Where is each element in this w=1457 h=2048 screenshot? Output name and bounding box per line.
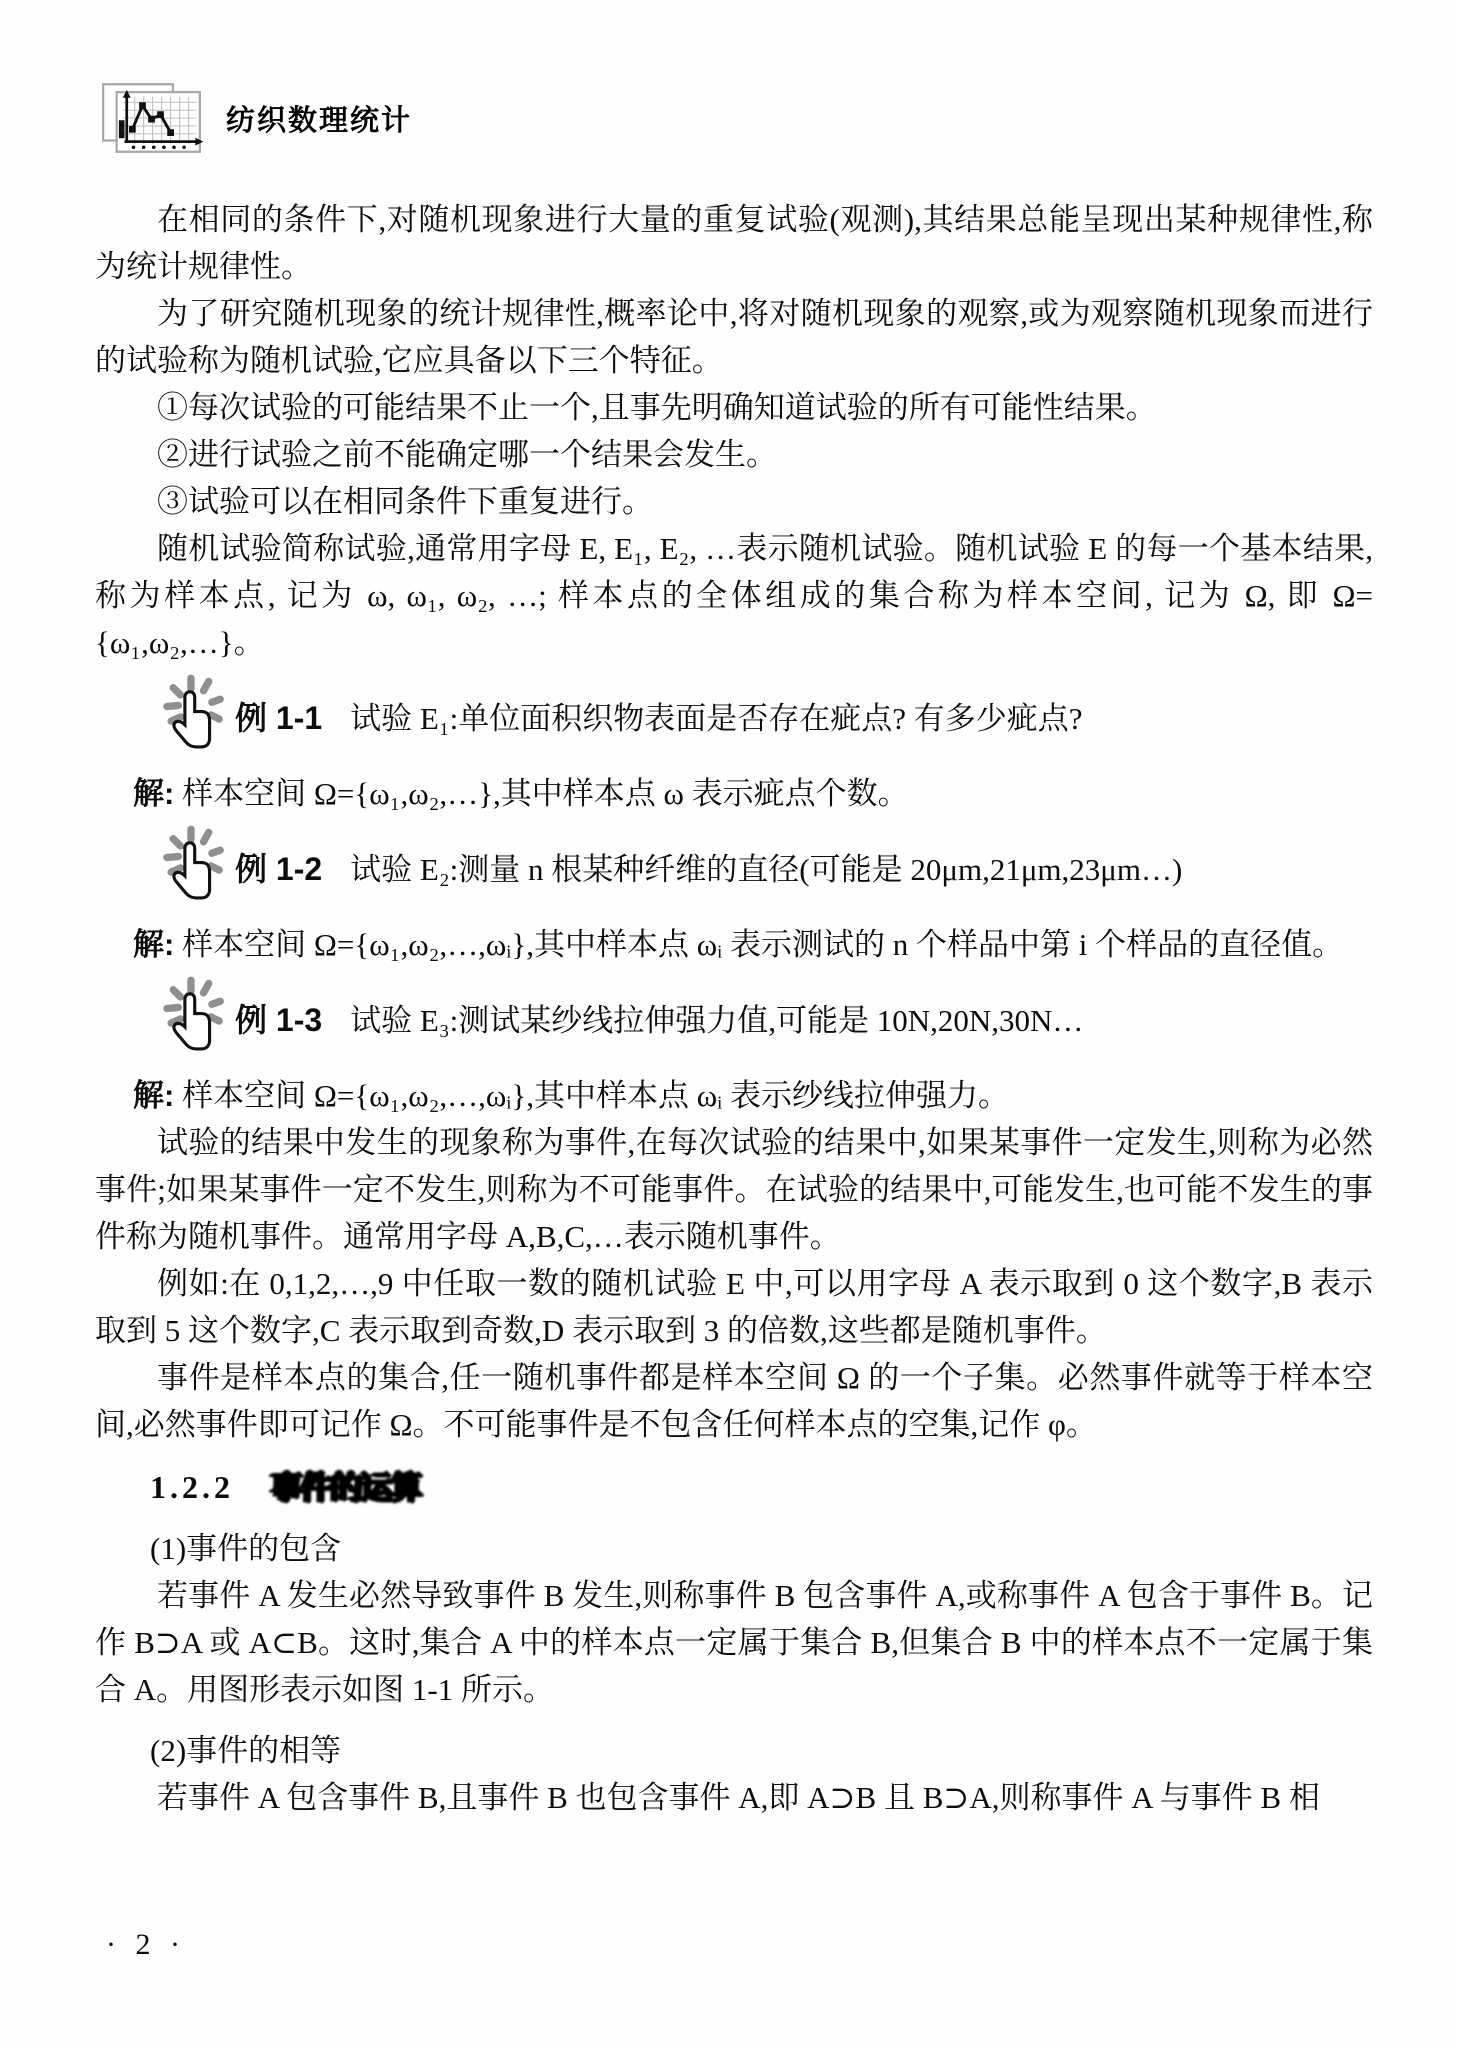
body-paragraph: 例如:在 0,1,2,…,9 中任取一数的随机试验 E 中,可以用字母 A 表示取到 0 这个数字,B 表示取到 5 这个数字,C 表示取到奇数,D 表示取到 3 的倍数,这些都是随机事件。 bbox=[95, 1266, 1373, 1348]
page-header bbox=[96, 82, 412, 154]
example-label: 例 1-1 bbox=[235, 699, 323, 736]
pointing-hand-icon bbox=[155, 672, 229, 764]
example-block bbox=[155, 972, 1373, 1068]
example-block bbox=[155, 670, 1373, 766]
solution-label: 解: bbox=[133, 927, 175, 962]
page-number: · 2 · bbox=[106, 1928, 186, 1961]
section-heading bbox=[150, 1464, 1373, 1511]
body-paragraph: 若事件 A 包含事件 B,且事件 B 也包含事件 A,即 A⊃B 且 B⊃A,则称事件 A 与事件 B 相 bbox=[157, 1780, 1320, 1815]
solution-paragraph bbox=[95, 770, 1373, 817]
solution-text: 样本空间 Ω={ω₁,ω₂,…,ωᵢ},其中样本点 ωᵢ 表示纱线拉伸强力。 bbox=[182, 1078, 1009, 1113]
feature-item: ③试验可以在相同条件下重复进行。 bbox=[157, 484, 653, 519]
subsection-heading: (1)事件的包含 bbox=[150, 1531, 342, 1566]
solution-text: 样本空间 Ω={ω₁,ω₂,…},其中样本点 ω 表示疵点个数。 bbox=[182, 776, 909, 811]
body-paragraph: 事件是样本点的集合,任一随机事件都是样本空间 Ω 的一个子集。必然事件就等于样本空间,必然事件即可记作 Ω。不可能事件是不包含任何样本点的空集,记作 φ。 bbox=[95, 1360, 1373, 1442]
body-paragraph: 若事件 A 发生必然导致事件 B 发生,则称事件 B 包含事件 A,或称事件 A 包含于事件 B。记作 B⊃A 或 A⊂B。这时,集合 A 中的样本点一定属于集合 B,但集合 B 中的样本点不一定属于集合 A。用图形表示如图 1-1 所示。 bbox=[95, 1578, 1373, 1707]
example-text: 试验 E₃:测试某纱线拉伸强力值,可能是 10N,20N,30N… bbox=[350, 1002, 1084, 1038]
body-paragraph: 试验的结果中发生的现象称为事件,在每次试验的结果中,如果某事件一定发生,则称为必然事件;如果某事件一定不发生,则称为不可能事件。在试验的结果中,可能发生,也可能不发生的事件称为随机事件。通常用字母 A,B,C,…表示随机事件。 bbox=[95, 1125, 1373, 1254]
subsection-heading: (2)事件的相等 bbox=[150, 1733, 342, 1768]
page-content bbox=[95, 196, 1373, 1821]
feature-item: ①每次试验的可能结果不止一个,且事先明确知道试验的所有可能性结果。 bbox=[157, 390, 1157, 425]
example-label: 例 1-2 bbox=[235, 850, 323, 887]
section-title-smudged: 事件的运算 bbox=[270, 1469, 421, 1505]
body-paragraph: 为了研究随机现象的统计规律性,概率论中,将对随机现象的观察,或为观察随机现象而进行的试验称为随机试验,它应具备以下三个特征。 bbox=[95, 296, 1373, 378]
solution-paragraph bbox=[95, 921, 1373, 968]
pointing-hand-icon bbox=[155, 823, 229, 915]
example-label: 例 1-3 bbox=[235, 1001, 323, 1038]
solution-label: 解: bbox=[133, 776, 175, 811]
pointing-hand-icon bbox=[155, 974, 229, 1066]
book-title: 纺织数理统计 bbox=[226, 104, 413, 137]
body-paragraph: 在相同的条件下,对随机现象进行大量的重复试验(观测),其结果总能呈现出某种规律性,称为统计规律性。 bbox=[95, 202, 1373, 284]
body-paragraph: 随机试验简称试验,通常用字母 E, E₁, E₂, …表示随机试验。随机试验 E 的每一个基本结果, 称为样本点, 记为 ω, ω₁, ω₂, …; 样本点的全体组成的集合称为样本空间, 记为 Ω, 即 Ω={ω₁,ω₂,…}。 bbox=[95, 531, 1373, 660]
chart-pages-icon bbox=[96, 82, 216, 154]
example-text: 试验 E₂:测量 n 根某种纤维的直径(可能是 20μm,21μm,23μm…) bbox=[350, 851, 1183, 887]
section-number: 1.2.2 bbox=[150, 1469, 234, 1505]
solution-label: 解: bbox=[133, 1078, 175, 1113]
feature-item: ②进行试验之前不能确定哪一个结果会发生。 bbox=[157, 437, 777, 472]
solution-paragraph bbox=[95, 1072, 1373, 1119]
solution-text: 样本空间 Ω={ω₁,ω₂,…,ωᵢ},其中样本点 ωᵢ 表示测试的 n 个样品中第 i 个样品的直径值。 bbox=[182, 927, 1344, 962]
example-text: 试验 E₁:单位面积织物表面是否存在疵点? 有多少疵点? bbox=[350, 700, 1083, 736]
example-block bbox=[155, 821, 1373, 917]
